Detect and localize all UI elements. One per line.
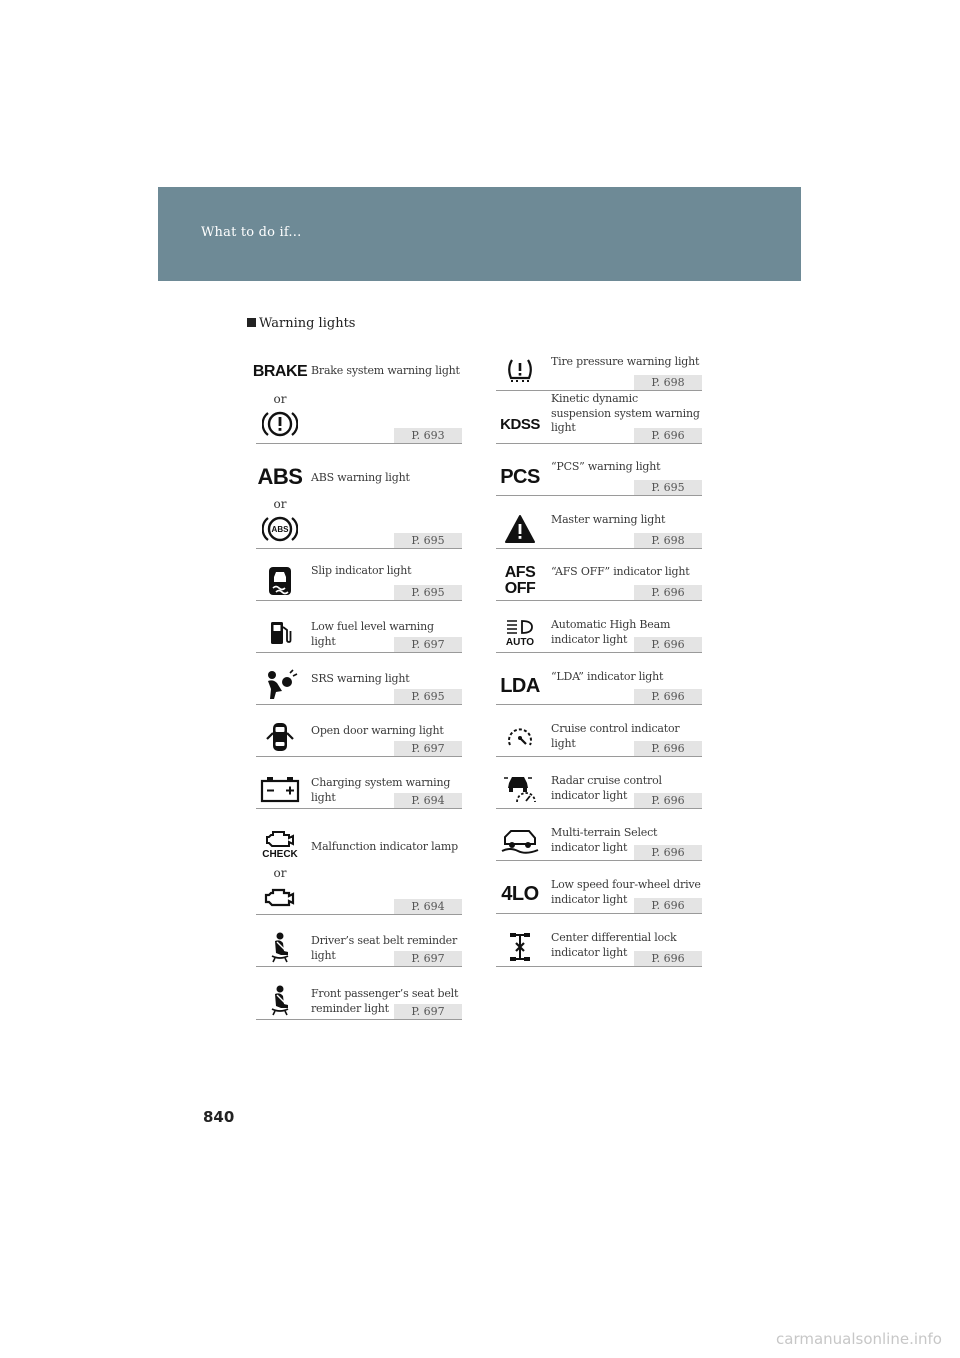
entry-pcs: [496, 457, 702, 496]
srs-label: SRS warning light: [311, 672, 410, 685]
entry-cruise: [496, 718, 702, 757]
seat-belt-icon: [256, 982, 304, 1017]
kdss-label: Kinetic dynamic suspension system warning light: [551, 392, 700, 434]
slip-label: Slip indicator light: [311, 564, 412, 577]
afs-off-label: “AFS OFF” indicator light: [551, 565, 690, 578]
kdss-text-icon: KDSS: [500, 415, 540, 433]
master-page-ref[interactable]: P. 698: [634, 533, 702, 548]
4lo-text-icon: 4LO: [501, 882, 539, 905]
check-engine-icon: CHECK: [256, 828, 304, 860]
entry-4lo: [496, 874, 702, 914]
lda-text-icon: LDA: [500, 674, 540, 697]
center-diff-label: Center differential lock indicator light: [551, 931, 677, 959]
fuel-pump-icon: [256, 618, 304, 648]
multi-terrain-label: Multi-terrain Select indicator light: [551, 826, 658, 854]
open-door-icon: [256, 720, 304, 754]
entry-multi-terrain: [496, 822, 702, 861]
circle-abs-icon: ABS: [256, 514, 304, 544]
charging-label: Charging system warning light: [311, 776, 451, 804]
entry-kdss: [496, 390, 702, 444]
entry-slip: [256, 562, 462, 601]
4lo-page-ref[interactable]: P. 696: [634, 898, 702, 913]
or-label: or: [273, 392, 287, 406]
cruise-page-ref[interactable]: P. 696: [634, 741, 702, 756]
radar-cruise-icon: [496, 772, 544, 806]
entry-abs: [256, 457, 462, 549]
pcs-text-icon: PCS: [500, 465, 540, 488]
lda-page-ref[interactable]: P. 696: [634, 689, 702, 704]
terrain-vehicle-icon: [496, 826, 544, 856]
skid-car-icon: [256, 564, 304, 598]
section-title-text: Warning lights: [259, 316, 356, 331]
square-bullet-icon: [247, 318, 256, 327]
battery-icon: [256, 774, 304, 804]
diff-lock-icon: [496, 929, 544, 964]
brake-text-icon: BRAKE: [252, 363, 308, 380]
malfunction-page-ref[interactable]: P. 694: [394, 899, 462, 914]
airbag-icon: [256, 668, 304, 702]
seat-belt-icon: [256, 930, 304, 964]
or-label: or: [273, 497, 287, 511]
afs-off-page-ref[interactable]: P. 696: [634, 585, 702, 600]
warning-triangle-icon: [496, 513, 544, 545]
entry-low-fuel: [256, 614, 462, 653]
tire-pressure-page-ref[interactable]: P. 698: [634, 375, 702, 390]
speedometer-icon: [496, 722, 544, 752]
tire-pressure-icon: [496, 354, 544, 388]
driver-seat-belt-label: Driver’s seat belt reminder light: [311, 934, 458, 962]
header-title: What to do if...: [201, 225, 302, 240]
master-label: Master warning light: [551, 513, 666, 526]
abs-label: ABS warning light: [311, 471, 410, 484]
entry-master: [496, 509, 702, 549]
watermark: carmanualsonline.info: [776, 1330, 942, 1348]
section-title: [247, 316, 355, 331]
low-fuel-page-ref[interactable]: P. 697: [394, 637, 462, 652]
auto-high-beam-page-ref[interactable]: P. 696: [634, 637, 702, 652]
page-number: 840: [203, 1108, 235, 1126]
center-diff-page-ref[interactable]: P. 696: [634, 951, 702, 966]
slip-page-ref[interactable]: P. 695: [394, 585, 462, 600]
srs-page-ref[interactable]: P. 695: [394, 689, 462, 704]
radar-cruise-label: Radar cruise control indicator light: [551, 774, 662, 802]
tire-pressure-label: Tire pressure warning light: [551, 355, 700, 368]
4lo-label: Low speed four-wheel drive indicator light: [551, 878, 701, 906]
brake-label: Brake system warning light: [311, 364, 460, 377]
charging-page-ref[interactable]: P. 694: [394, 793, 462, 808]
passenger-seat-belt-page-ref[interactable]: P. 697: [394, 1004, 462, 1019]
radar-cruise-page-ref[interactable]: P. 696: [634, 793, 702, 808]
cruise-label: Cruise control indicator light: [551, 722, 680, 750]
pcs-page-ref[interactable]: P. 695: [634, 480, 702, 495]
auto-high-beam-label: Automatic High Beam indicator light: [551, 618, 671, 646]
open-door-page-ref[interactable]: P. 697: [394, 741, 462, 756]
entry-driver-seat-belt: [256, 928, 462, 967]
entry-lda: [496, 666, 702, 705]
pcs-label: “PCS” warning light: [551, 460, 661, 473]
engine-icon: [256, 886, 304, 910]
circle-exclamation-icon: [256, 409, 304, 439]
driver-seat-belt-page-ref[interactable]: P. 697: [394, 951, 462, 966]
multi-terrain-page-ref[interactable]: P. 696: [634, 845, 702, 860]
open-door-label: Open door warning light: [311, 724, 444, 737]
entry-auto-high-beam: [496, 614, 702, 653]
entry-brake: [252, 352, 462, 444]
entry-charging: [256, 770, 462, 809]
malfunction-label: Malfunction indicator lamp: [311, 840, 458, 853]
low-fuel-label: Low fuel level warning light: [311, 620, 434, 648]
or-label: or: [273, 866, 287, 880]
entry-srs: [256, 666, 462, 705]
lda-label: “LDA” indicator light: [551, 670, 664, 683]
abs-page-ref[interactable]: P. 695: [394, 533, 462, 548]
kdss-page-ref[interactable]: P. 696: [634, 428, 702, 443]
high-beam-icon: AUTO: [496, 616, 544, 650]
entry-radar-cruise: [496, 770, 702, 809]
entry-passenger-seat-belt: [256, 980, 462, 1020]
passenger-seat-belt-label: Front passenger’s seat belt reminder light: [311, 987, 459, 1015]
afs-off-text-icon: AFS OFF: [504, 564, 536, 597]
entry-tire-pressure: [496, 352, 702, 391]
abs-text-icon: ABS: [257, 464, 303, 489]
entry-open-door: [256, 718, 462, 757]
entry-afs-off: [496, 562, 702, 601]
entry-malfunction: [256, 822, 462, 915]
entry-center-diff: [496, 927, 702, 967]
brake-page-ref[interactable]: P. 693: [394, 428, 462, 443]
page-header: [158, 187, 801, 281]
